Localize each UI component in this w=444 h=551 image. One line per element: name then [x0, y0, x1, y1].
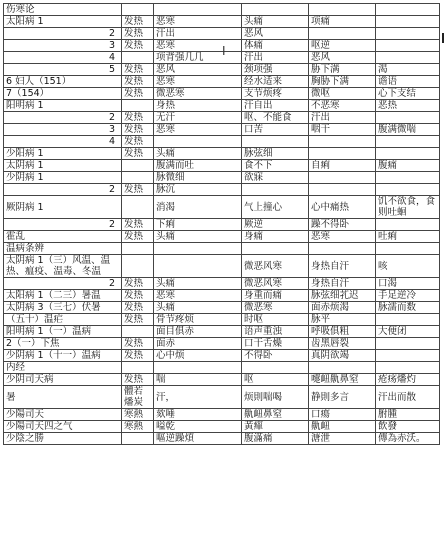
table-row — [4, 76, 440, 88]
cell-col-5[interactable]: 齿黑唇裂 — [309, 338, 376, 350]
cell-col-6[interactable]: 谵语 — [376, 76, 440, 88]
cell-col-3[interactable]: 头痛 — [154, 302, 242, 314]
cell-col-3[interactable]: 头痛 — [154, 231, 242, 243]
table-row — [4, 100, 440, 112]
cell-col-2[interactable] — [122, 362, 154, 374]
cell-col-3[interactable]: 消渴 — [154, 196, 242, 219]
cell-col-2[interactable] — [122, 196, 154, 219]
cell-col-5[interactable] — [309, 243, 376, 255]
cell-col-6[interactable]: 手足逆冷 — [376, 290, 440, 302]
cell-col-3[interactable] — [154, 255, 242, 278]
cell-col-1[interactable]: 阳明病 1 — [4, 100, 122, 112]
cell-col-2[interactable]: 发热 — [122, 28, 154, 40]
cell-col-2[interactable] — [122, 326, 154, 338]
cell-col-6[interactable] — [376, 40, 440, 52]
cell-col-5[interactable]: 鼽衄 — [309, 421, 376, 433]
table-row — [4, 243, 440, 255]
cell-col-4[interactable]: 气上撞心 — [242, 196, 309, 219]
cell-col-5[interactable]: 微呕 — [309, 88, 376, 100]
cell-col-1[interactable]: 5 — [4, 64, 122, 76]
cell-col-2[interactable] — [122, 172, 154, 184]
cell-col-2[interactable] — [122, 160, 154, 172]
cell-col-3[interactable]: 恶寒 — [154, 124, 242, 136]
cell-col-6[interactable] — [376, 314, 440, 326]
cell-col-1[interactable]: 少阴司天病 — [4, 374, 122, 386]
cell-col-5[interactable]: 恶寒 — [309, 231, 376, 243]
table-row — [4, 255, 440, 278]
cell-col-1[interactable]: 阳明病 1（一）温病 — [4, 326, 122, 338]
cell-col-6[interactable]: 口渴 — [376, 278, 440, 290]
cell-col-5[interactable]: 面赤烦渴 — [309, 302, 376, 314]
cell-col-2[interactable]: 发热 — [122, 219, 154, 231]
cell-col-1[interactable]: 霍乱 — [4, 231, 122, 243]
cell-col-3[interactable]: 恶寒 — [154, 16, 242, 28]
cell-col-1[interactable]: 太阴病 3（三七）伏暑 — [4, 302, 122, 314]
cell-col-2[interactable]: 发热 — [122, 16, 154, 28]
cell-col-2[interactable]: 发热 — [122, 231, 154, 243]
cell-col-3[interactable]: 脉沉 — [154, 184, 242, 196]
cell-col-5[interactable]: 真阴欲竭 — [309, 350, 376, 362]
table-row — [4, 219, 440, 231]
cell-col-1[interactable]: 少陰之勝 — [4, 433, 122, 445]
cell-col-3[interactable]: 微恶寒 — [154, 88, 242, 100]
cell-col-6[interactable]: 飲發 — [376, 421, 440, 433]
cell-col-3[interactable]: 面赤 — [154, 338, 242, 350]
cell-col-6[interactable]: 恶热 — [376, 100, 440, 112]
cell-col-2[interactable]: 发热 — [122, 314, 154, 326]
cell-col-6[interactable] — [376, 16, 440, 28]
cell-col-1[interactable]: 4 — [4, 136, 122, 148]
cell-col-3[interactable]: 心中烦 — [154, 350, 242, 362]
cell-col-6[interactable]: 傳為赤沃。 — [376, 433, 440, 445]
cell-col-6[interactable] — [376, 338, 440, 350]
table-row — [4, 314, 440, 326]
cell-col-2[interactable]: 发热 — [122, 374, 154, 386]
cell-col-3[interactable]: 腹满而吐 — [154, 160, 242, 172]
cell-col-3[interactable] — [154, 362, 242, 374]
table-row — [4, 16, 440, 28]
cell-col-1[interactable]: 太阳病 1 — [4, 16, 122, 28]
table-row — [4, 124, 440, 136]
cell-col-2[interactable] — [122, 255, 154, 278]
table-row — [4, 374, 440, 386]
cell-col-3[interactable]: 项背强几几 — [154, 52, 242, 64]
cell-col-1[interactable]: 2 — [4, 28, 122, 40]
cell-col-6[interactable] — [376, 4, 440, 16]
cell-col-1[interactable]: 7（154） — [4, 88, 122, 100]
cell-col-5[interactable] — [309, 362, 376, 374]
cell-col-2[interactable] — [122, 100, 154, 112]
table-row — [4, 160, 440, 172]
table-row — [4, 28, 440, 40]
cell-col-1[interactable]: 少陽司天 — [4, 409, 122, 421]
cell-col-5[interactable]: 自痢 — [309, 160, 376, 172]
cell-col-6[interactable]: 疮疡燔灼 — [376, 374, 440, 386]
cell-col-2[interactable]: 发热 — [122, 290, 154, 302]
cell-col-4[interactable]: 支节烦疼 — [242, 88, 309, 100]
cell-col-3[interactable] — [154, 4, 242, 16]
cell-col-2[interactable]: 发热 — [122, 88, 154, 100]
table-row — [4, 196, 440, 219]
cell-col-5[interactable]: 溏泄 — [309, 433, 376, 445]
cell-col-4[interactable]: 厥逆 — [242, 219, 309, 231]
cell-col-1[interactable]: 暑 — [4, 386, 122, 409]
cell-col-1[interactable]: （五十）温疟 — [4, 314, 122, 326]
table-row — [4, 338, 440, 350]
cell-col-1[interactable]: 少阴病 1 — [4, 172, 122, 184]
cell-col-5[interactable]: 胁下满 — [309, 64, 376, 76]
cell-col-3[interactable]: 恶寒 — [154, 290, 242, 302]
cell-col-3[interactable]: 恶风 — [154, 64, 242, 76]
cell-col-1[interactable]: 温病条辨 — [4, 243, 122, 255]
cell-col-6[interactable] — [376, 184, 440, 196]
cell-col-6[interactable]: 渴 — [376, 64, 440, 76]
cell-col-5[interactable]: 汗出 — [309, 112, 376, 124]
cell-col-3[interactable]: 嗌乾 — [154, 421, 242, 433]
table-row — [4, 148, 440, 160]
cell-col-4[interactable] — [242, 136, 309, 148]
cell-col-6[interactable]: 大便闭 — [376, 326, 440, 338]
cell-col-5[interactable] — [309, 136, 376, 148]
cell-col-6[interactable] — [376, 243, 440, 255]
table-row — [4, 362, 440, 374]
cell-col-4[interactable] — [242, 362, 309, 374]
cell-col-5[interactable]: 脉弦细芤迟 — [309, 290, 376, 302]
cell-col-1[interactable]: 内经 — [4, 362, 122, 374]
cell-col-3[interactable]: 嘔逆躁煩 — [154, 433, 242, 445]
cell-col-5[interactable] — [309, 184, 376, 196]
cell-col-5[interactable]: 静則多言 — [309, 386, 376, 409]
cell-col-3[interactable]: 头痛 — [154, 148, 242, 160]
cell-col-2[interactable]: 发热 — [122, 278, 154, 290]
cell-col-1[interactable]: 少阳病 1 — [4, 148, 122, 160]
text-cursor-icon: Ι — [222, 44, 226, 58]
cell-col-5[interactable] — [309, 28, 376, 40]
cell-col-6[interactable] — [376, 362, 440, 374]
table-row — [4, 231, 440, 243]
cell-col-5[interactable]: 胸胁下满 — [309, 76, 376, 88]
cell-col-3[interactable]: 欬唾 — [154, 409, 242, 421]
cell-col-6[interactable] — [376, 350, 440, 362]
cell-col-2[interactable] — [122, 4, 154, 16]
cell-col-2[interactable] — [122, 52, 154, 64]
cell-col-4[interactable]: 恶风 — [242, 28, 309, 40]
cell-col-3[interactable]: 身热 — [154, 100, 242, 112]
table-row — [4, 326, 440, 338]
cell-col-1[interactable]: 2 — [4, 184, 122, 196]
cell-col-4[interactable]: 黃癉 — [242, 421, 309, 433]
cell-col-3[interactable]: 汗出 — [154, 28, 242, 40]
cell-col-3[interactable]: 汗， — [154, 386, 242, 409]
cell-col-1[interactable]: 3 — [4, 40, 122, 52]
cell-col-5[interactable]: 身热自汗 — [309, 278, 376, 290]
cell-col-5[interactable]: 不恶寒 — [309, 100, 376, 112]
cell-col-1[interactable]: 少阴病 1（十一）温病 — [4, 350, 122, 362]
cell-col-4[interactable]: 食不下 — [242, 160, 309, 172]
cell-col-1[interactable]: 伤寒论 — [4, 4, 122, 16]
cell-col-4[interactable]: 身重而痛 — [242, 290, 309, 302]
cell-col-6[interactable] — [376, 148, 440, 160]
cell-col-5[interactable] — [309, 4, 376, 16]
cell-col-5[interactable]: 呼吸俱粗 — [309, 326, 376, 338]
table-row — [4, 421, 440, 433]
cell-col-5[interactable]: 口瘍 — [309, 409, 376, 421]
cell-col-5[interactable]: 身热自汗 — [309, 255, 376, 278]
cell-col-3[interactable]: 下痢 — [154, 219, 242, 231]
cell-col-3[interactable]: 无汗 — [154, 112, 242, 124]
cell-col-3[interactable]: 头痛 — [154, 278, 242, 290]
cell-col-4[interactable]: 时呕 — [242, 314, 309, 326]
table-row — [4, 172, 440, 184]
table-row — [4, 136, 440, 148]
cell-col-6[interactable] — [376, 219, 440, 231]
cell-col-4[interactable]: 呕、不能食 — [242, 112, 309, 124]
cell-col-4[interactable]: 身痛 — [242, 231, 309, 243]
cell-col-4[interactable]: 口干舌燥 — [242, 338, 309, 350]
table-row — [4, 88, 440, 100]
cell-col-4[interactable]: 不得卧 — [242, 350, 309, 362]
cell-col-2[interactable]: 寒熱 — [122, 421, 154, 433]
cell-col-3[interactable]: 面目俱赤 — [154, 326, 242, 338]
cell-col-6[interactable]: 吐痢 — [376, 231, 440, 243]
cell-col-2[interactable]: 发热 — [122, 124, 154, 136]
cell-col-6[interactable]: 心下支结 — [376, 88, 440, 100]
cell-col-4[interactable]: 经水适来 — [242, 76, 309, 88]
cell-col-5[interactable] — [309, 172, 376, 184]
table-row — [4, 64, 440, 76]
cell-col-6[interactable] — [376, 28, 440, 40]
table-row — [4, 433, 440, 445]
cell-col-4[interactable]: 烦則喘喝 — [242, 386, 309, 409]
cell-col-6[interactable]: 饥不欲食，食则吐蛔 — [376, 196, 440, 219]
table-row — [4, 409, 440, 421]
cell-col-2[interactable]: 寒熱 — [122, 409, 154, 421]
cell-col-5[interactable]: 咽干 — [309, 124, 376, 136]
table-row — [4, 302, 440, 314]
table-row — [4, 112, 440, 124]
cell-col-2[interactable]: 发热 — [122, 184, 154, 196]
cell-col-1[interactable]: 太阳病 1（二三）暑温 — [4, 290, 122, 302]
cell-col-1[interactable]: 6 妇人（151） — [4, 76, 122, 88]
cell-col-3[interactable]: 喘 — [154, 374, 242, 386]
table-row — [4, 184, 440, 196]
cell-col-6[interactable]: 胕腫 — [376, 409, 440, 421]
cell-col-4[interactable]: 汗自出 — [242, 100, 309, 112]
cell-col-6[interactable] — [376, 112, 440, 124]
cell-col-3[interactable] — [154, 136, 242, 148]
cell-col-2[interactable]: 发热 — [122, 64, 154, 76]
cell-col-2[interactable]: 发热 — [122, 76, 154, 88]
cell-col-5[interactable]: 嚏衄鼽鼻窒 — [309, 374, 376, 386]
cell-col-4[interactable]: 脉弦细 — [242, 148, 309, 160]
cell-col-1[interactable]: 少陽司天四之气 — [4, 421, 122, 433]
cell-col-6[interactable] — [376, 172, 440, 184]
cell-col-6[interactable] — [376, 52, 440, 64]
cell-col-2[interactable] — [122, 243, 154, 255]
cell-col-4[interactable]: 汗出 — [242, 52, 309, 64]
cell-col-4[interactable]: 体痛 — [242, 40, 309, 52]
table-row — [4, 386, 440, 409]
cell-col-4[interactable]: 头痛 — [242, 16, 309, 28]
cell-col-4[interactable]: 欲寐 — [242, 172, 309, 184]
cell-col-6[interactable]: 脉濡而数 — [376, 302, 440, 314]
table-row — [4, 290, 440, 302]
cell-col-1[interactable]: 4 — [4, 52, 122, 64]
cell-col-1[interactable]: 3 — [4, 124, 122, 136]
cell-col-1[interactable]: 2（一）下焦 — [4, 338, 122, 350]
cell-col-4[interactable] — [242, 184, 309, 196]
cell-col-2[interactable]: 发热 — [122, 338, 154, 350]
cell-col-1[interactable]: 太阴病 1 — [4, 160, 122, 172]
cell-col-2[interactable]: 體若燔炭 — [122, 386, 154, 409]
cell-col-5[interactable]: 躁不得卧 — [309, 219, 376, 231]
cell-col-6[interactable] — [376, 136, 440, 148]
cell-col-4[interactable]: 鼽衄鼻窒 — [242, 409, 309, 421]
cell-col-4[interactable]: 微恶风寒 — [242, 255, 309, 278]
cell-col-3[interactable]: 脉微细 — [154, 172, 242, 184]
cell-col-2[interactable]: 发热 — [122, 40, 154, 52]
cell-col-6[interactable]: 汗出而散 — [376, 386, 440, 409]
spreadsheet-body — [4, 4, 440, 445]
cell-col-5[interactable]: 脉平 — [309, 314, 376, 326]
cell-col-2[interactable]: 发热 — [122, 136, 154, 148]
cell-col-5[interactable]: 心中痛热 — [309, 196, 376, 219]
cell-col-1[interactable]: 厥阴病 1 — [4, 196, 122, 219]
cell-col-4[interactable]: 颈项强 — [242, 64, 309, 76]
cell-col-4[interactable] — [242, 4, 309, 16]
cell-col-4[interactable]: 语声重浊 — [242, 326, 309, 338]
cell-col-2[interactable] — [122, 433, 154, 445]
cell-col-3[interactable]: 骨节疼烦 — [154, 314, 242, 326]
cell-col-5[interactable] — [309, 148, 376, 160]
cell-col-3[interactable]: 恶寒 — [154, 40, 242, 52]
cell-col-4[interactable]: 微恶寒 — [242, 302, 309, 314]
cell-col-1[interactable]: 2 — [4, 219, 122, 231]
table-row — [4, 4, 440, 16]
cell-col-3[interactable] — [154, 243, 242, 255]
cell-col-2[interactable]: 发热 — [122, 302, 154, 314]
cell-col-6[interactable]: 咳 — [376, 255, 440, 278]
cell-col-2[interactable]: 发热 — [122, 112, 154, 124]
cell-col-1[interactable]: 2 — [4, 278, 122, 290]
cell-col-4[interactable]: 呕 — [242, 374, 309, 386]
table-row — [4, 278, 440, 290]
cell-col-2[interactable]: 发热 — [122, 350, 154, 362]
cell-col-1[interactable]: 太阴病 1（三）风温、温热、瘟疫、温毒、冬温 — [4, 255, 122, 278]
spreadsheet-table — [3, 3, 440, 445]
table-row — [4, 350, 440, 362]
cell-col-1[interactable]: 2 — [4, 112, 122, 124]
cell-col-3[interactable]: 恶寒 — [154, 76, 242, 88]
cell-col-4[interactable]: 微恶风寒 — [242, 278, 309, 290]
cell-col-5[interactable]: 恶风 — [309, 52, 376, 64]
cell-col-6[interactable]: 腹满微喘 — [376, 124, 440, 136]
cell-col-6[interactable]: 腹痛 — [376, 160, 440, 172]
cell-col-4[interactable]: 口苦 — [242, 124, 309, 136]
cell-col-5[interactable]: 项痛 — [309, 16, 376, 28]
cell-col-5[interactable]: 呕逆 — [309, 40, 376, 52]
cell-col-2[interactable]: 发热 — [122, 148, 154, 160]
cell-col-4[interactable]: 腹滿痛 — [242, 433, 309, 445]
cell-col-4[interactable] — [242, 243, 309, 255]
